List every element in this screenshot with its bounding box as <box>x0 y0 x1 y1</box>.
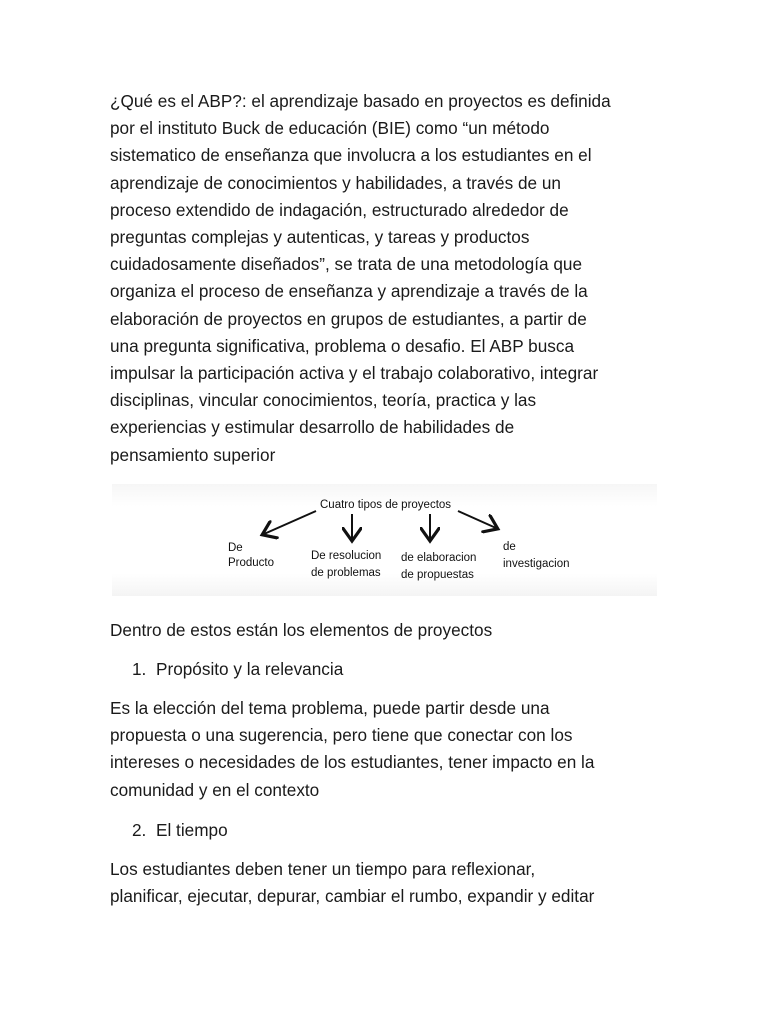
text-line: proceso extendido de indagación, estructurado alrededor de <box>110 199 569 220</box>
text-line: experiencias y estimular desarrollo de habilidades de <box>110 417 515 438</box>
type-elaboracion-line2: de propuestas <box>401 569 474 581</box>
type-resolucion-line1: De resolucion <box>311 550 382 562</box>
text-line: disciplinas, vincular conocimientos, teoría, practica y las <box>110 390 537 411</box>
text-line: por el instituto Buck de educación (BIE) como “un método <box>110 118 550 139</box>
project-types-diagram <box>112 484 657 596</box>
list-item-1 <box>132 656 343 683</box>
text-line: planificar, ejecutar, depurar, cambiar el rumbo, expandir y editar <box>110 886 595 907</box>
type-resolucion-line2: de problemas <box>311 567 381 579</box>
item2-paragraph <box>110 856 670 910</box>
type-investigacion-line2: investigacion <box>503 558 570 570</box>
diagram-svg <box>112 484 657 596</box>
arrow-left <box>264 511 316 534</box>
text-line: aprendizaje de conocimientos y habilidades, a través de un <box>110 172 561 193</box>
text-line: cuidadosamente diseñados”, se trata de una metodología que <box>110 254 583 275</box>
diagram-title: Cuatro tipos de proyectos <box>320 499 452 511</box>
text-line: propuesta o una sugerencia, pero tiene que conectar con los <box>110 725 573 746</box>
elements-intro: Dentro de estos están los elementos de proyectos <box>110 620 493 640</box>
text-line: elaboración de proyectos en grupos de estudiantes, a partir de <box>110 308 587 329</box>
list-item-2 <box>132 817 228 844</box>
text-line: intereses o necesidades de los estudiantes, tener impacto en la <box>110 752 595 773</box>
type-producto-line1: De <box>228 542 243 554</box>
text-line: sistematico de enseñanza que involucra a los estudiantes en el <box>110 145 592 166</box>
text-line: comunidad y en el contexto <box>110 779 320 800</box>
type-producto-line2: Producto <box>228 557 275 569</box>
list-number: 2. <box>132 820 147 840</box>
text-line: organiza el proceso de enseñanza y aprendizaje a través de la <box>110 281 588 302</box>
intro-paragraph <box>110 88 670 469</box>
arrow-right <box>458 511 496 528</box>
text-line: una pregunta significativa, problema o desafio. El ABP busca <box>110 335 575 356</box>
text-line: ¿Qué es el ABP?: el aprendizaje basado en proyectos es definida <box>110 91 611 111</box>
text-line: preguntas complejas y autenticas, y tareas y productos <box>110 227 530 248</box>
item1-paragraph <box>110 695 670 804</box>
list-number: 1. <box>132 659 147 679</box>
list-label: El tiempo <box>156 820 228 840</box>
text-line: Los estudiantes deben tener un tiempo para reflexionar, <box>110 859 536 879</box>
type-investigacion-line1: de <box>503 541 516 553</box>
text-line: pensamiento superior <box>110 444 276 465</box>
text-line: Es la elección del tema problema, puede partir desde una <box>110 698 550 718</box>
list-label: Propósito y la relevancia <box>156 659 344 679</box>
text-line: impulsar la participación activa y el trabajo colaborativo, integrar <box>110 363 599 384</box>
type-elaboracion-line1: de elaboracion <box>401 552 477 564</box>
